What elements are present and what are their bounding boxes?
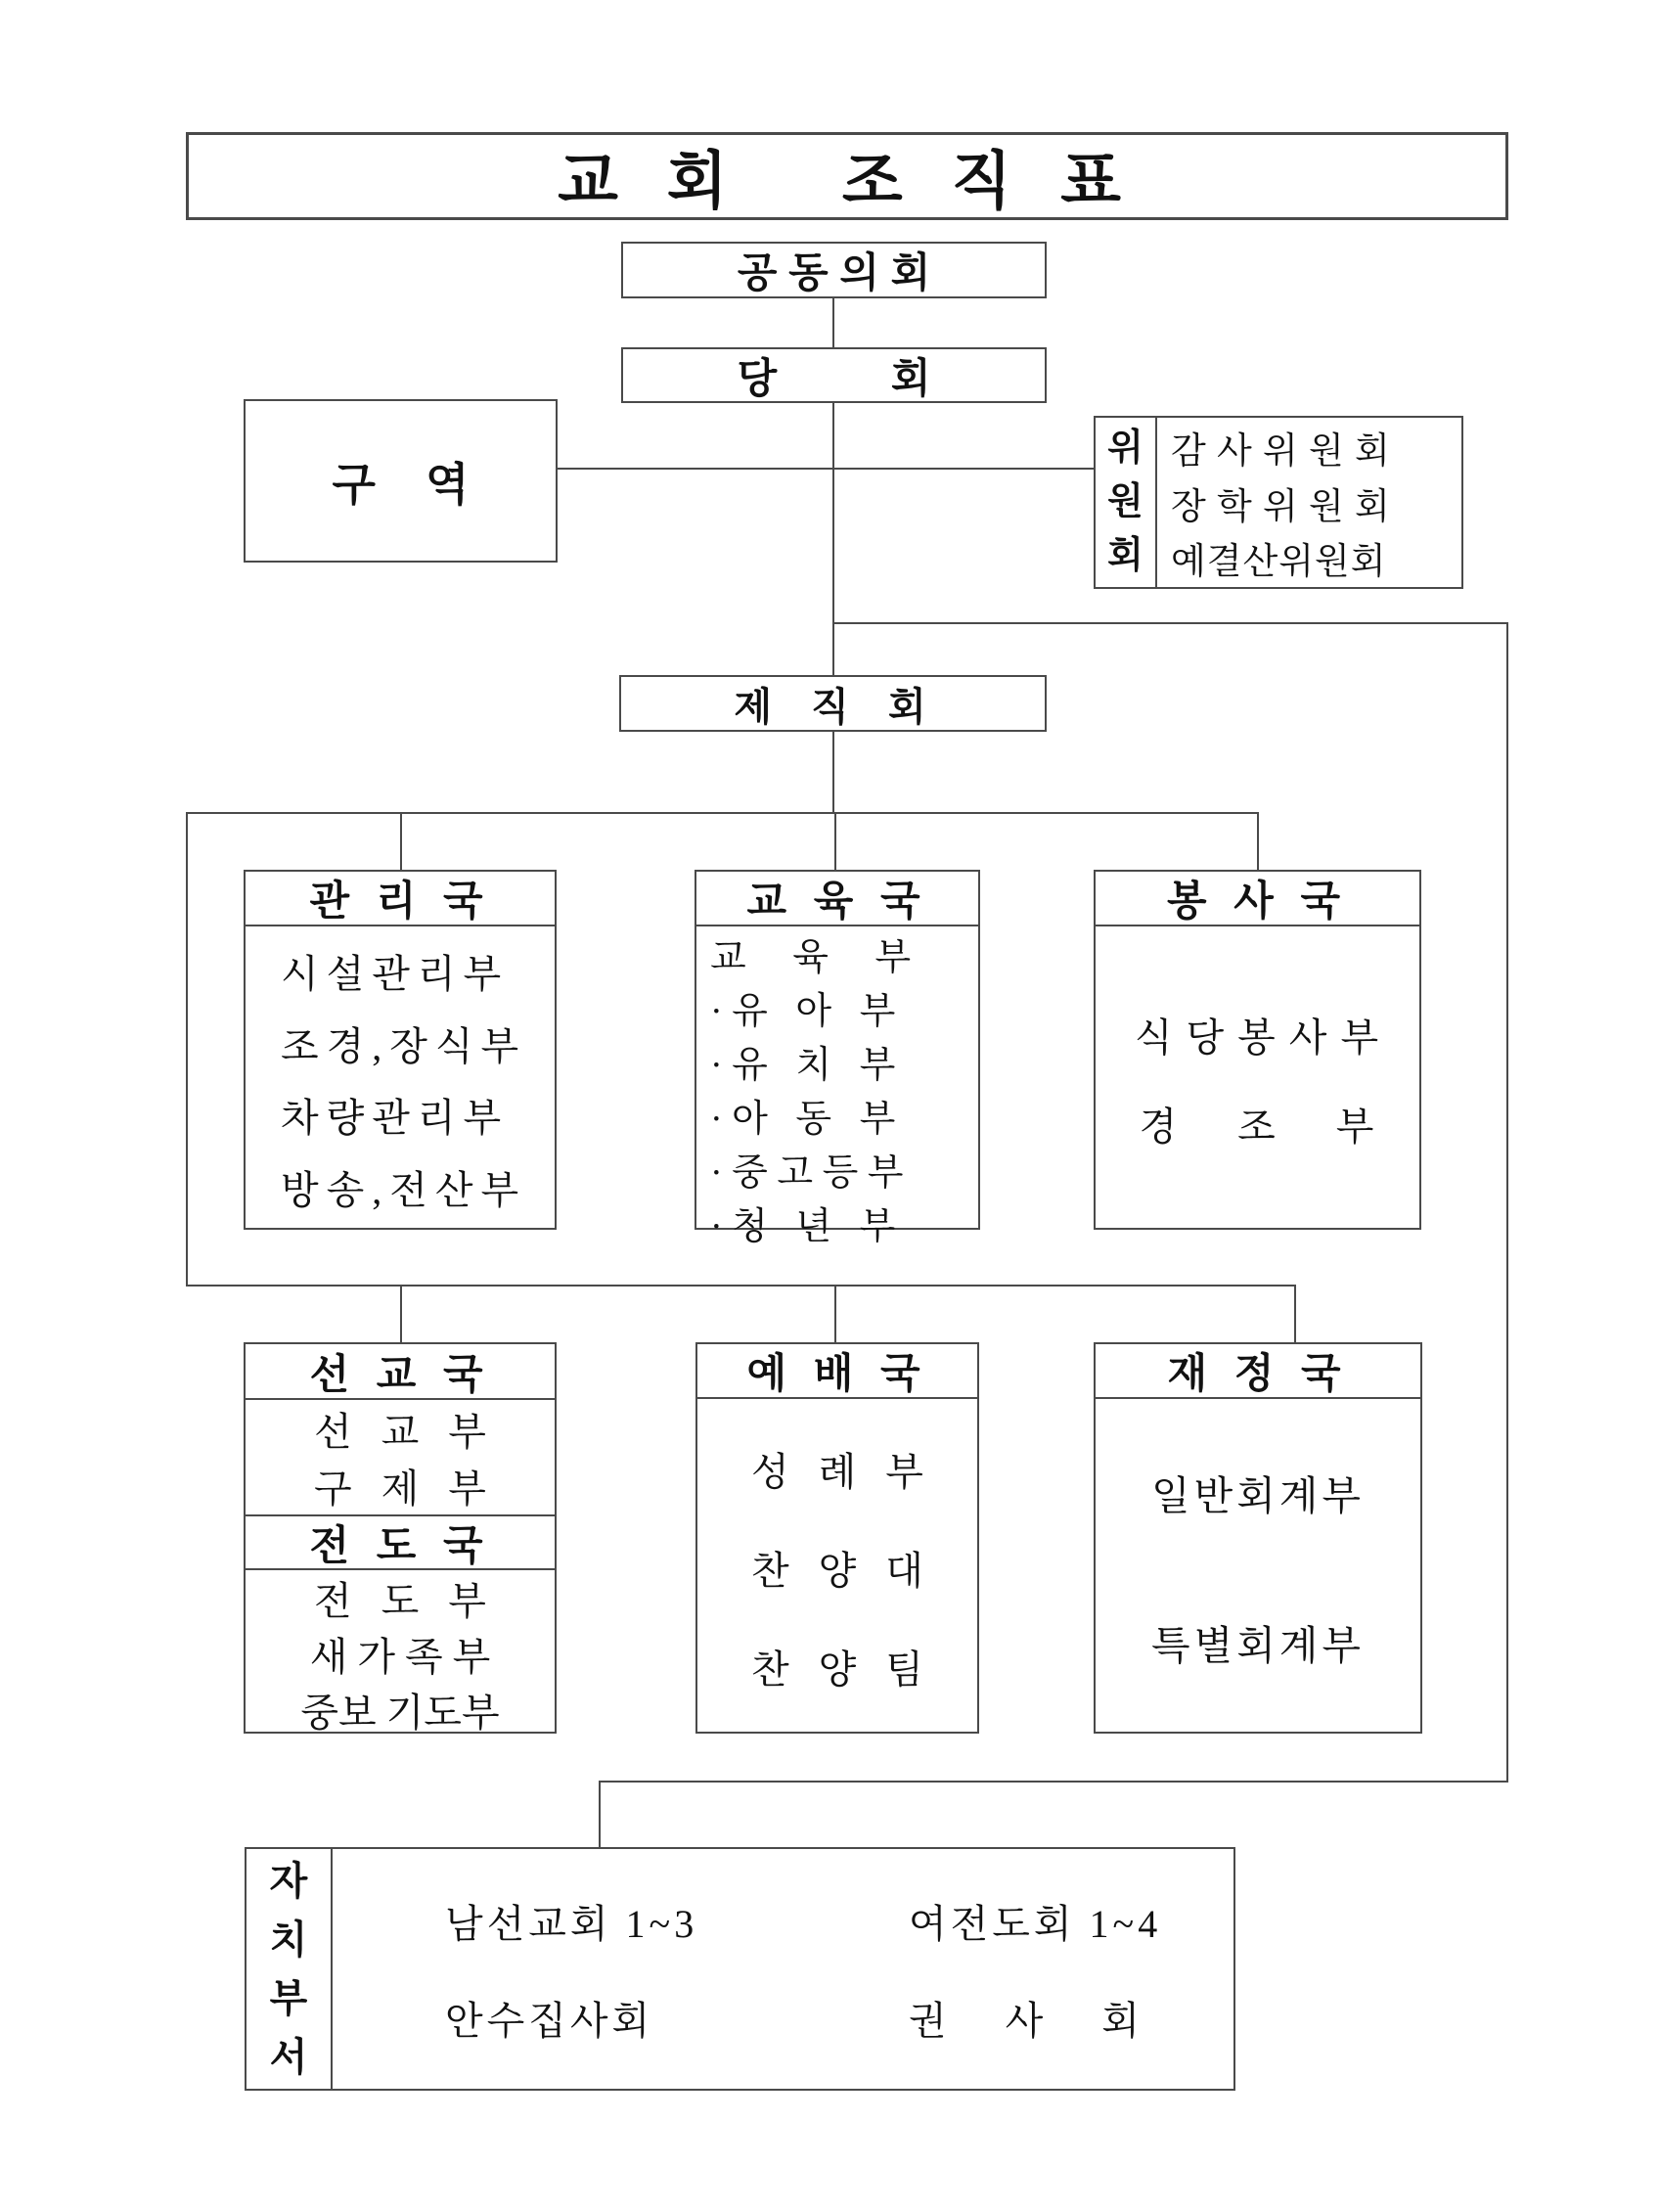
committee-side-char: 위 [1107,427,1143,469]
dept-item: 차량관리부 [281,1096,510,1141]
node-committee [1094,416,1463,589]
page-title: 교 회 조 직 표 [558,146,1137,216]
connector-drop-seongyo [400,1285,402,1342]
dept-item: 일반회계부 [1150,1473,1366,1518]
dept-item: · 아 동 부 [710,1099,896,1140]
node-district-label: 구 역 [332,458,470,510]
dept-item: 조경,장식부 [281,1023,527,1068]
committee-item: 감 사 위 원 회 [1171,430,1391,472]
dept-item: 방송,전산부 [281,1168,527,1213]
dept-item: 찬 양 팀 [751,1647,923,1692]
connector-drop-bongsa [1257,812,1259,870]
connector-drop-jaejeong [1294,1285,1296,1342]
connector-drop-yebae [834,1285,836,1342]
connector-right-branch-top [832,622,1508,624]
autonomous-cell: 남선교회 1~3 [445,1901,698,1946]
node-session [621,347,1047,403]
autonomous-row [445,1990,1237,2046]
autonomous-side-char: 서 [269,2035,308,2079]
autonomous-row [445,1893,1237,1949]
connector-branch2 [186,1285,1296,1287]
dept-gwalli-list [246,926,555,1232]
dept-yebae-header [697,1344,977,1399]
autonomous-cell: 권 사 회 [909,1998,1143,2043]
committee-side-label [1096,418,1157,587]
dept-seongyo-list [246,1400,555,1514]
committee-list [1157,418,1461,587]
dept-item: 경 조 부 [1139,1105,1376,1149]
dept-item: 새 가 족 부 [309,1635,491,1679]
dept-item: 시설관리부 [281,951,510,996]
autonomous-cell: 안수집사회 [445,1998,654,2043]
dept-jaejeong [1094,1342,1422,1734]
dept-item: 전 도 부 [314,1579,486,1623]
dept-item: 찬 양 대 [751,1548,923,1593]
dept-bongsa-header [1096,872,1419,926]
dept-gwalli [244,870,557,1230]
dept-yebae-list [697,1399,977,1736]
dept-gyoyuk-title: 교 육 국 [746,878,928,924]
node-assembly-label: 공 동 의 회 [737,249,931,295]
node-officers [619,675,1047,732]
autonomous-list [333,1849,1237,2089]
connector-right-vertical [1506,622,1508,1781]
committee-item: 장 학 위 원 회 [1171,486,1391,527]
connector-drop-gwalli [400,812,402,870]
dept-gyoyuk-list [696,926,978,1247]
dept-item: 교 육 부 [710,937,912,978]
connector-officers-branch1 [832,732,834,812]
dept-item: · 청 년 부 [710,1206,896,1247]
dept-item: 식 당 봉 사 부 [1134,1016,1381,1060]
connector-session-officers [832,403,834,675]
dept-gyoyuk-header [696,872,978,926]
title-box [186,132,1508,220]
dept-item: 특별회계부 [1150,1623,1366,1668]
dept-jaejeong-header [1096,1344,1420,1399]
dept-gwalli-header [246,872,555,926]
dept-item: · 유 치 부 [710,1045,896,1086]
node-session-label: 당 회 [737,354,931,401]
dept-jaejeong-list [1096,1399,1420,1736]
connector-drop-gyoyuk [834,812,836,870]
committee-side-char: 회 [1107,535,1143,577]
committee-side-char: 원 [1107,480,1143,522]
dept-seongyo-jeondo [244,1342,557,1734]
dept-jaejeong-title: 재 정 국 [1167,1350,1349,1396]
dept-gwalli-title: 관 리 국 [309,878,491,924]
dept-item: 선 교 부 [314,1410,486,1454]
dept-yebae-title: 예 배 국 [746,1350,928,1396]
dept-item: 성 례 부 [751,1449,923,1494]
dept-seongyo-header [246,1344,555,1400]
connector-branch1 [186,812,1259,814]
node-district [244,399,558,563]
dept-item: · 유 아 부 [710,991,896,1032]
committee-item: 예결산위원회 [1171,542,1387,583]
dept-item: 중보 기도부 [300,1691,500,1735]
dept-jeondo-title: 전 도 국 [309,1521,491,1568]
dept-jeondo-header [246,1514,555,1570]
dept-item: 구 제 부 [314,1467,486,1511]
dept-yebae [695,1342,979,1734]
node-officers-label: 제 직 회 [734,685,932,729]
connector-left-bracket [186,812,188,1287]
connector-drop-jachi [599,1781,601,1847]
connector-district-committee [558,468,1094,470]
dept-bongsa-title: 봉 사 국 [1166,878,1349,924]
autonomous-side-char: 부 [269,1976,308,2020]
connector-bottom-horizontal [599,1781,1508,1783]
autonomous-side-label [247,1849,333,2089]
autonomous-cell: 여전도회 1~4 [909,1901,1162,1946]
dept-gyoyuk [695,870,980,1247]
dept-bongsa [1094,870,1421,1230]
dept-jeondo-list [246,1570,555,1735]
autonomous-depts-box [245,1847,1235,2091]
dept-seongyo-title: 선 교 국 [309,1350,491,1397]
dept-item: · 중 고 등 부 [710,1152,904,1194]
connector-assembly-session [832,298,834,347]
node-assembly [621,242,1047,298]
autonomous-side-char: 치 [269,1918,308,1962]
autonomous-side-char: 자 [269,1859,308,1903]
dept-bongsa-list [1096,926,1419,1232]
